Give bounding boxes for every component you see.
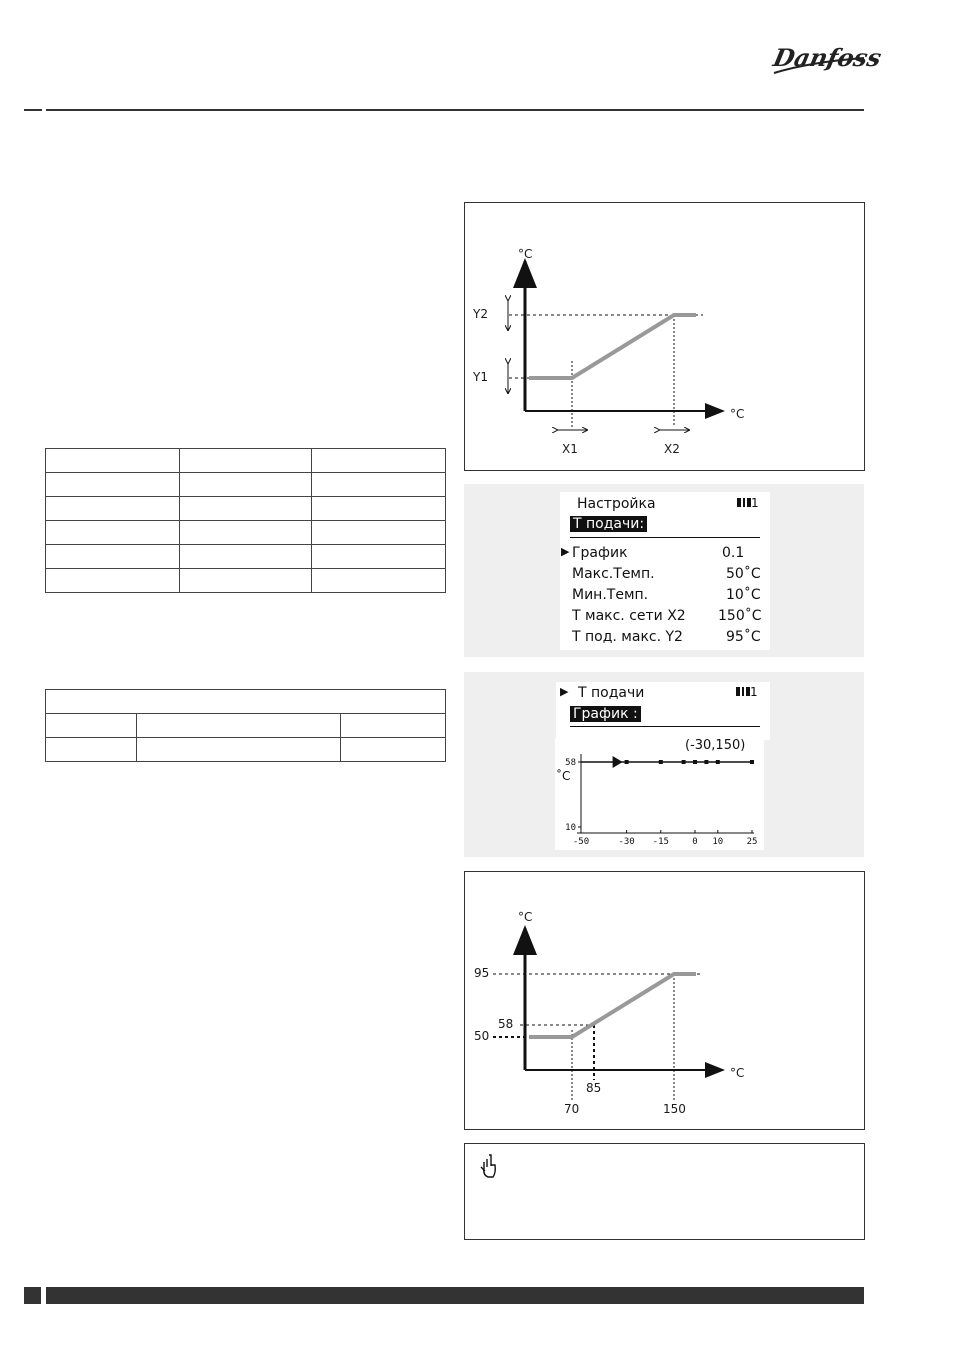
table-row <box>46 690 446 714</box>
menu-item-value: 10˚C <box>726 587 761 603</box>
label-70: 70 <box>564 1102 580 1116</box>
graph-area <box>555 738 764 850</box>
graph-point <box>625 760 629 764</box>
controller-menu-panel <box>464 484 864 657</box>
selected-header[interactable]: Т подачи: <box>570 516 647 532</box>
table-row <box>46 545 446 569</box>
footer-page-square <box>24 1287 41 1304</box>
x-tick-label: -50 <box>572 837 590 847</box>
table-row <box>46 497 446 521</box>
caret-right-icon: ▶ <box>561 545 570 558</box>
table-row <box>46 473 446 497</box>
label-85: 85 <box>586 1081 602 1095</box>
label-50: 50 <box>474 1029 490 1043</box>
menu-item-value: 150˚C <box>718 608 762 624</box>
menu-item-value: 0.1 <box>722 545 745 561</box>
graph-point <box>704 760 708 764</box>
menu-item-label[interactable]: Мин.Темп. <box>572 587 649 603</box>
menu-item-value: 95˚C <box>726 629 761 645</box>
circuit-indicator: 1 <box>737 496 759 510</box>
footer-bar <box>46 1287 864 1304</box>
example-curve-diagram <box>464 871 865 1130</box>
note-box <box>464 1143 865 1240</box>
menu-item-label[interactable]: Макс.Темп. <box>572 566 655 582</box>
table-row <box>46 449 446 473</box>
label-x2: X2 <box>664 442 680 456</box>
table-row <box>46 569 446 593</box>
svg-text:Danfoss: Danfoss <box>770 43 884 72</box>
table-row <box>46 738 446 762</box>
graph-point <box>659 760 663 764</box>
graph-point <box>716 760 720 764</box>
graph-y-unit: ˚C <box>556 769 571 783</box>
screen-title: Т подачи <box>578 685 645 701</box>
menu-item-label[interactable]: Т макс. сети X2 <box>572 608 686 624</box>
header-rule <box>46 109 864 111</box>
selected-header[interactable]: График : <box>570 706 641 722</box>
parameter-table <box>45 448 446 593</box>
coordinate-readout: (-30,150) <box>685 738 746 753</box>
menu-item-label[interactable]: Т под. макс. Y2 <box>572 629 683 645</box>
controller-graph-panel <box>464 672 864 857</box>
label-y1: Y1 <box>473 370 488 384</box>
label-150: 150 <box>663 1102 686 1116</box>
graph-point <box>682 760 686 764</box>
danfoss-logo <box>770 38 884 78</box>
x-axis-unit: °C <box>730 1066 745 1080</box>
cursor-marker <box>613 756 623 768</box>
radiator-icon <box>737 498 751 507</box>
y-tick-label: 58 <box>565 758 576 768</box>
y-axis-unit: °C <box>518 247 533 261</box>
menu-title: Настройка <box>577 496 656 512</box>
label-y2: Y2 <box>473 307 488 321</box>
table-row <box>46 714 446 738</box>
lcd-display <box>560 492 770 650</box>
circuit-indicator: 1 <box>736 685 758 699</box>
x-axis-unit: °C <box>730 407 745 421</box>
supply-temperature-graph <box>555 738 764 850</box>
graph-point <box>750 760 754 764</box>
caret-right-icon: ▶ <box>560 685 569 698</box>
y-axis-unit: °C <box>518 910 533 924</box>
menu-item-value: 50˚C <box>726 566 761 582</box>
x-tick-label: 10 <box>712 837 724 847</box>
x-tick-label: 0 <box>692 837 698 847</box>
table-row <box>46 521 446 545</box>
setting-table <box>45 689 446 762</box>
label-95: 95 <box>474 966 490 980</box>
y-tick-label: 10 <box>565 823 576 833</box>
graph-point <box>693 760 697 764</box>
x-tick-label: 25 <box>746 837 758 847</box>
radiator-icon <box>736 687 750 696</box>
label-x1: X1 <box>562 442 578 456</box>
header-rule-short <box>24 109 42 111</box>
label-58: 58 <box>498 1017 514 1031</box>
x-tick-label: -15 <box>652 837 669 847</box>
x-tick-label: -30 <box>618 837 635 847</box>
menu-item-label[interactable]: График <box>572 545 628 561</box>
pointing-hand-icon <box>479 1153 499 1179</box>
heating-curve-diagram <box>464 202 865 471</box>
lcd-display <box>556 682 770 740</box>
